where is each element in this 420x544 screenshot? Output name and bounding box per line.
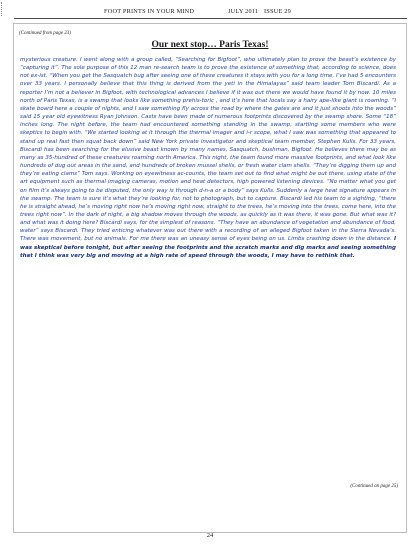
article-body-emphasis: I was skeptical before tonight, but after seeing the footprints and the scratch marks and dig marks and seeing something that I think was very big and moving at a high rate of speed through the woods, I may have to rethink that. xyxy=(20,236,396,259)
article-body xyxy=(20,56,396,260)
article-body-text: mysterious creature. I went along with a group called, “Searching for Bigfoot”, who ultimately plan to prove the beast’s existence by “capturing it”. The sole purpose of this 12 man re-search team is to prove the existence of something that, according to science, does not ex-ist. “When you get the Sasquatch bug after seeing one of these creatures it stays with you for a long time, I’ve had 5 encounters over 33 years. I personally believe that this thing is derived from the yeti in the Himalayas” said team leader Tom Biscardi. As a reporter I’m not a believer in Bigfoot, with technological advances I believe if it was out there we would have found it by now. 10 miles north of Paris Texas, is a swamp that looks like something prehis-toric , and it’s here that locals say a hairy ape-like giant is roaming. “I skate board here a couple of nights, and I saw something fly across the road by where the gates are and it just shoots into the woods” said 15 year old eyewitness Ryan Johnson. Casts have been made of numerous footprints discovered by the swamp shore. Some “18” inches long. The night before, the team had encountered something standing in the swamp, startling some members who were skeptics to begin with. “We started looking at it through the thermal imager and i-r scope, what I saw was something that appeared to stand up real fast then squat back down” said New York private investigator and skeptical team member, Stephen Kulls. For 33 years, Biscardi has been searching for the elusive beast known by many names, Sasquatch, bushman, Bigfoot. He believes there may be as many as 35-hundred of these creatures roaming north America. This night, the team found more massive footprints, and what look like hundreds of dug out areas in the sand, and hundreds of broken mussel shells, or fresh water clam shells. “They’re digging them up and they’re eating clams” Tom says. Working on eyewitness ac-counts, the team set out to find what might be out there, using state of the art equipment such as thermal imaging cameras, motion and heat detectors, high powered listening devices. “No matter what you get on film it’s always going to be disputed, the only way is through d-n-a or a body” says Kulls. Suddenly a large heat signature appears in the swamp. The team is sure it’s what they’re looking for, not to photograph, but to capture. Biscardi led his team to a sighting, “there he is straight ahead, he’s moving right now he’s moving right now, straight to the trees, he’s moving into the trees, come here, into the trees right now”. In the dark of night, a big shadow moves through the woods, as quickly as it was there, it was gone. But what was it? and what was it doing here? Biscardi says, for the simplest of reasons. “They have an abundance of vegetation and abundance of food, water” says Biscardi. They tried enticing whatever was out there with a recording of an alleged Bigfoot taken in the Sierra Nevada’s. There was movement, but no animals. For me there was an uneasy sense of eyes being on us. Limbs crashing down in the distance. xyxy=(20,57,396,243)
article-title: Our next stop… Paris Texas! xyxy=(151,40,269,50)
page-number: 24 xyxy=(206,532,214,539)
continued-from-note: (Continued from page 23) xyxy=(19,31,71,36)
header-issue: ISSUE 29 xyxy=(264,8,291,15)
header-rule xyxy=(14,18,407,19)
header-date: JULY 2011 xyxy=(228,8,259,15)
continued-on-note: (Continued on page 25) xyxy=(350,484,398,489)
header-publication: FOOT PRINTS IN YOUR MIND xyxy=(104,8,195,15)
